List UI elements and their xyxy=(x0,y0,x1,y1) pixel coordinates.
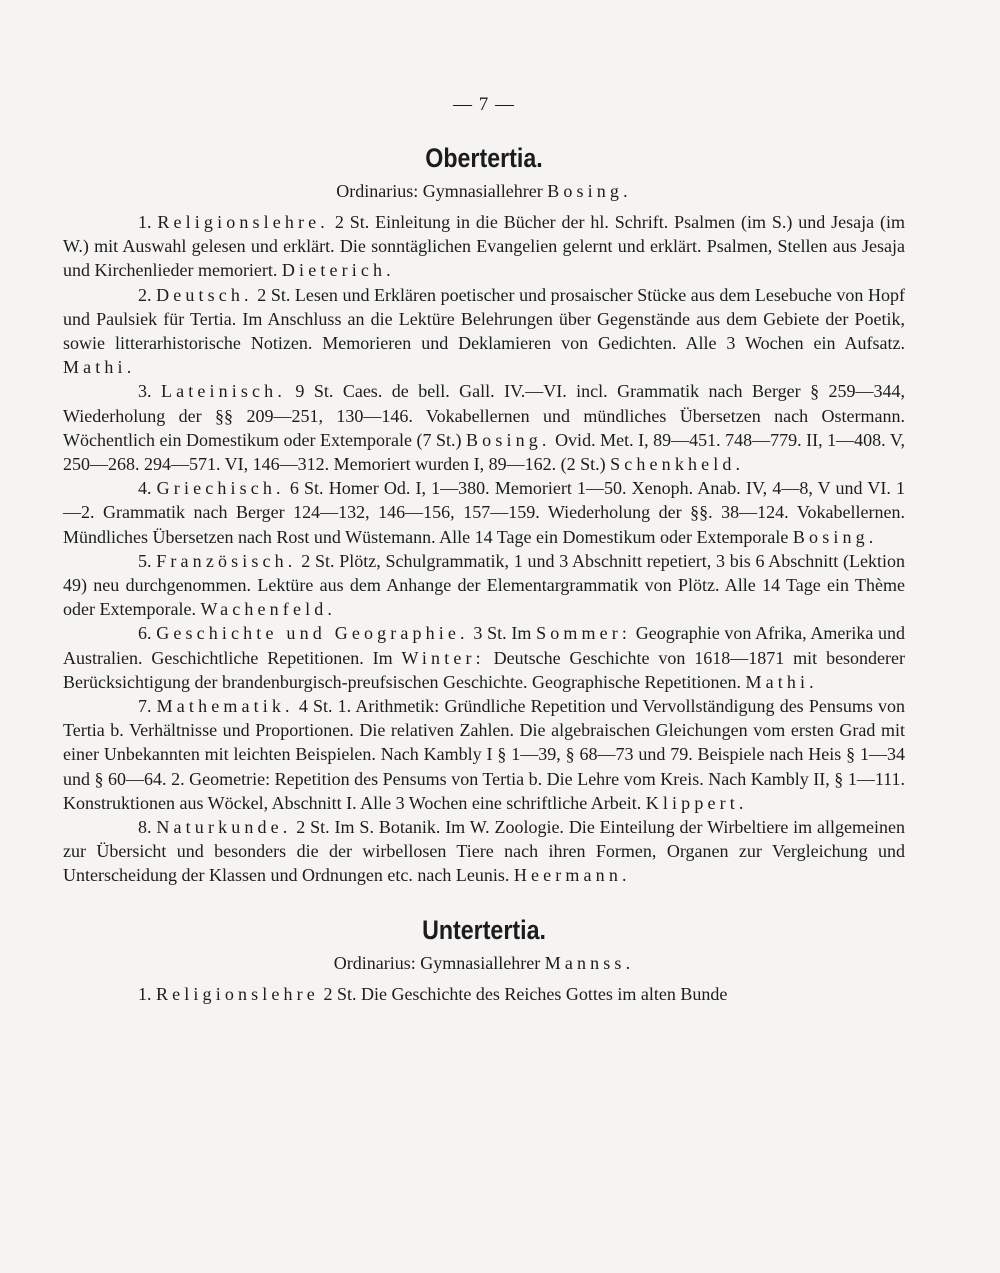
entry-teacher: Mathi. xyxy=(63,357,136,378)
entry-number: 4. xyxy=(138,478,152,499)
ordinarius-obertertia xyxy=(63,178,905,204)
section-title-untertertia: Untertertia. xyxy=(422,914,546,945)
entry-number: 3. xyxy=(138,381,152,402)
ordinarius-label: Ordinarius: Gymnasiallehrer xyxy=(333,952,541,973)
entry-text: 9 St. Caes. de bell. Gall. IV.—VI. incl. Grammatik nach Berger § 259—344, Wiederholung der §§ 209—251, 130—146. Vokabellernen und mündliches Übersetzen nach Ostermann. Wöchentlich ein Domestikum oder Extemporale (7 St.) xyxy=(63,381,906,450)
entry-season-winter: Winter: xyxy=(401,647,485,668)
entry-lateinisch xyxy=(63,379,905,476)
entry-number: 6. xyxy=(138,623,152,644)
entry-text: 2 St. Einleitung in die Bücher der hl. Schrift. Psalmen (im S.) und Jesaja (im W.) mit Auswahl gelesen und erklärt. Die sonntäglichen Evangelien gelernt und erklärt. Psalmen, Stellen aus Jesaja und Kirchenlieder memoriert. xyxy=(63,212,905,281)
entry-subject: Lateinisch. xyxy=(160,381,286,402)
entry-geschichte-geographie xyxy=(63,621,905,694)
entry-religionslehre-untertertia xyxy=(63,982,905,1006)
entry-subject: Mathematik. xyxy=(156,696,294,717)
entry-text-b: Geographie von Afrika, Amerika und Australien. Geschichtliche Repetitionen. Im xyxy=(63,623,906,668)
entry-subject: Griechisch. xyxy=(156,478,285,499)
entry-subject: Französisch. xyxy=(156,550,297,571)
entry-number: 7. xyxy=(138,696,152,717)
entry-text: 2 St. Plötz, Schulgrammatik, 1 und 3 Abschnitt repetiert, 3 bis 6 Abschnitt (Lektion 49) neu durchgenommen. Lektüre aus dem Anhange der Elementargrammatik von Plötz. Alle 14 Tage ein Thème oder Extemporale. xyxy=(63,550,906,620)
entry-teacher: Klippert. xyxy=(645,792,748,813)
entry-teacher: Mathi. xyxy=(745,671,818,692)
entry-number: 2. xyxy=(138,284,152,305)
entry-griechisch xyxy=(63,476,905,549)
entry-deutsch xyxy=(63,283,905,380)
entry-number: 8. xyxy=(138,817,152,838)
ordinarius-untertertia xyxy=(63,950,905,976)
entry-subject: Geschichte und Geographie. xyxy=(156,623,469,644)
entry-teacher: Dieterich. xyxy=(281,260,395,281)
entry-mathematik xyxy=(63,694,905,815)
ordinarius-name: Bosing. xyxy=(547,181,632,201)
entry-number: 5. xyxy=(138,550,152,571)
entry-teacher: Wachenfeld. xyxy=(200,599,336,620)
entry-season-summer: Sommer: xyxy=(536,623,632,644)
entry-text-a: 3 St. Im xyxy=(473,623,532,644)
section-title-obertertia: Obertertia. xyxy=(425,143,543,173)
entry-religionslehre xyxy=(63,210,905,283)
ordinarius-name: Mannss. xyxy=(544,952,635,973)
entry-number: 1. xyxy=(138,212,152,232)
entry-teacher: Bosing. xyxy=(466,429,551,450)
entry-teacher: Heermann. xyxy=(513,865,631,886)
entry-text: 2 St. Die Geschichte des Reiches Gottes im alten Bunde xyxy=(323,983,728,1004)
entry-continuation: Ovid. Met. I, 89—451. 748—779. II, 1—408. V, 250—268. 294—571. VI, 146—312. Memoriert wurden I, 89—162. (2 St.) xyxy=(63,429,906,475)
ordinarius-label: Ordinarius: Gymnasiallehrer xyxy=(336,181,543,201)
document-page xyxy=(63,90,905,1006)
entry-subject: Deutsch. xyxy=(156,284,253,305)
entry-teacher-2: Schenkheld. xyxy=(610,454,745,475)
entry-text: 2 St. Im S. Botanik. Im W. Zoologie. Die Einteilung der Wirbeltiere im allgemeinen zur Übersicht und besonders die der wirbellosen Tiere nach ihren Formen, Organen zur Vergleichung und Unterscheidung der Klassen und Ordnungen etc. nach Leunis. xyxy=(63,817,906,886)
entry-teacher: Bosing. xyxy=(792,526,878,547)
entry-text: 2 St. Lesen und Erklären poetischer und prosaischer Stücke aus dem Lesebuche von Hopf und Paulsiek für Tertia. Im Anschluss an die Lektüre Belehrungen über Gegenstände aus dem Gebiete der Poetik, sowie litterarhistorische Notizen. Memorieren und Deklamieren von Gedichten. Alle 3 Wochen ein Aufsatz. xyxy=(63,284,905,354)
entry-subject: Religionslehre xyxy=(156,983,319,1004)
entry-subject: Naturkunde. xyxy=(156,817,292,838)
entry-text: 4 St. 1. Arithmetik: Gründliche Repetition und Vervollständigung des Pensums von Tertia b. Verhältnisse und Proportionen. Die relativen Zahlen. Die algebraischen Gleichungen vom ersten Grad mit einer Unbekannten mit leichten Beispielen. Nach Kambly I § 1—39, § 68—73 und 79. Beispiele nach Heis § 1—34 und § 60—64. 2. Geometrie: Repetition des Pensums von Tertia b. Die Lehre vom Kreis. Nach Kambly II, § 1—111. Konstruktionen aus Wöckel, Abschnitt I. Alle 3 Wochen eine schriftliche Arbeit. xyxy=(63,696,906,813)
entry-franzoesisch xyxy=(63,549,905,622)
entry-text: 6 St. Homer Od. I, 1—380. Memoriert 1—50. Xenoph. Anab. IV, 4—8, V und VI. 1—2. Grammatik nach Berger 124—132, 146—156, 157—159. Wiederholung der §§. 38—124. Vokabellernen. Mündliches Übersetzen nach Rost und Wüstemann. Alle 14 Tage ein Domestikum oder Extemporale xyxy=(63,478,906,547)
entry-subject: Religionslehre. xyxy=(157,212,329,232)
page-number: — 7 — xyxy=(453,94,515,115)
entry-text-c: Deutsche Geschichte von 1618—1871 mit besonderer Berücksichtigung der brandenburgisch-preufsischen Geschichte. Geographische Repetitionen. xyxy=(63,647,906,692)
entry-naturkunde xyxy=(63,815,905,888)
entry-number: 1. xyxy=(138,983,152,1004)
